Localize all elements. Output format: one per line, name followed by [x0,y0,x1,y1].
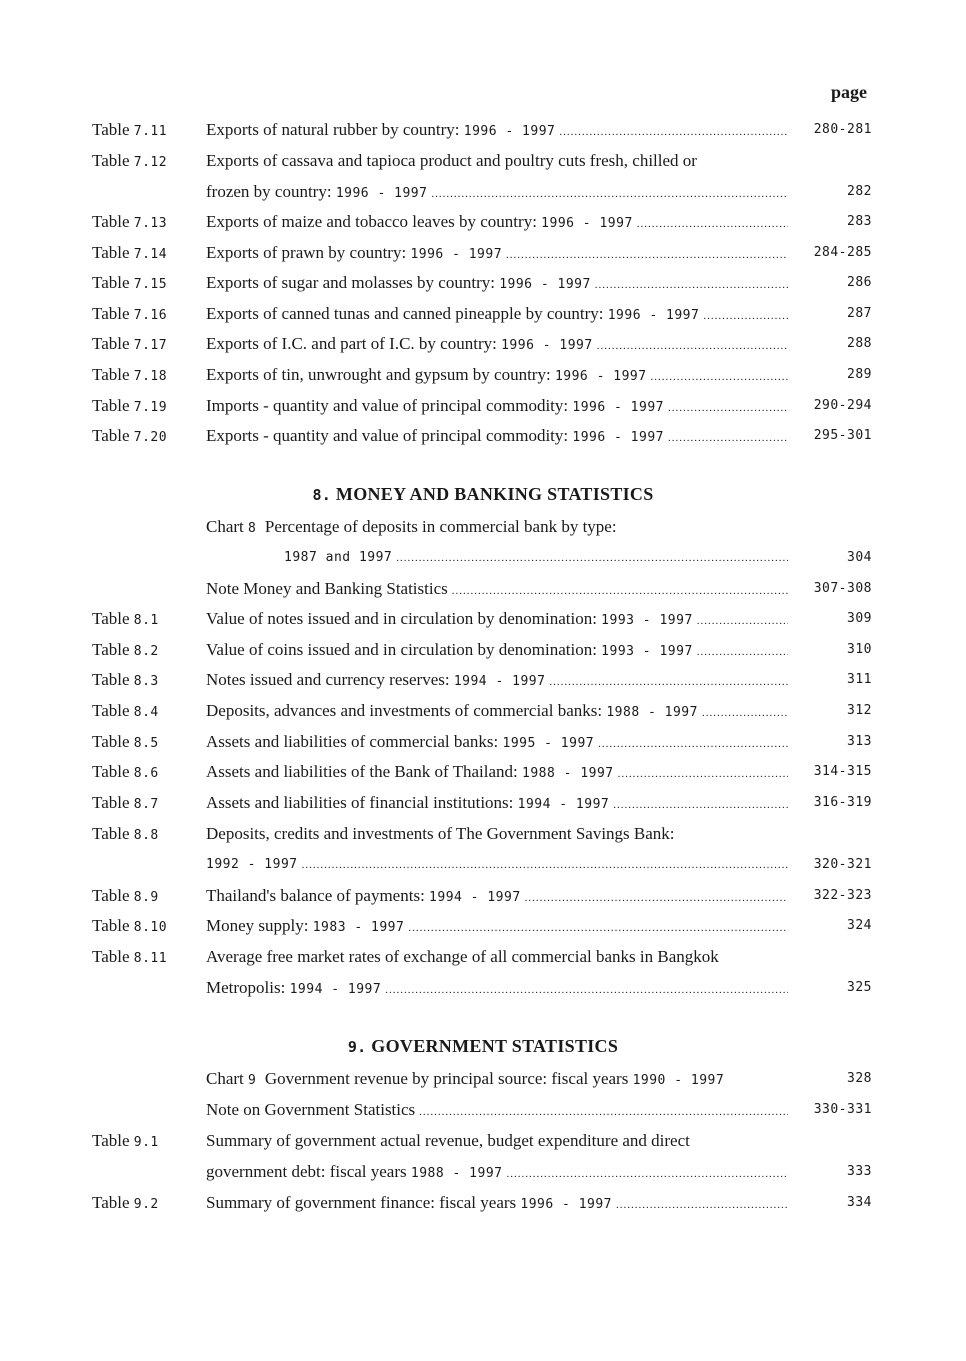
toc-entry: Table 8.10 Money supply: 1983 - 1997 ..... 324 [0,914,966,938]
entry-label: Table 7.20 [92,426,168,445]
toc-entry-continuation: Metropolis: 1994 - 1997 ..... 325 [0,976,966,1000]
toc-entry: Table 7.19 Imports - quantity and value of principal commodity: 1996 - 1997 ..... 290-294 [0,394,966,418]
toc-entry: Table 9.1 Summary of government actual revenue, budget expenditure and direct [0,1129,966,1153]
entry-label: Table 7.11 [92,120,168,139]
entry-label: Table 8.6 [92,762,159,781]
page-number: 283 [847,214,872,229]
entry-label: Table 8.11 [92,947,168,966]
page-number: 289 [847,367,872,382]
page-number: 316-319 [813,795,872,810]
entry-label: Table 8.2 [92,640,159,659]
entry-label: Table 7.18 [92,365,168,384]
toc-entry: Table 8.8 Deposits, credits and investments of The Government Savings Bank: [0,822,966,846]
toc-entry: Table 8.4 Deposits, advances and investments of commercial banks: 1988 - 1997 ..... 312 [0,699,966,723]
page-number: 334 [847,1195,872,1210]
toc-entry: Table 8.9 Thailand's balance of payments: 1994 - 1997 ..... 322-323 [0,884,966,908]
entry-label: Table 8.8 [92,824,159,843]
toc-entry: Table 7.16 Exports of canned tunas and canned pineapple by country: 1996 - 1997 ..... 287 [0,302,966,326]
page-number: 333 [847,1164,872,1179]
toc-entry-continuation: government debt: fiscal years 1988 - 1997 ..... 333 [0,1160,966,1184]
toc-entry: Chart 9 Government revenue by principal source: fiscal years 1990 - 1997 328 [0,1067,966,1091]
entry-label: Table 7.15 [92,273,168,292]
entry-label: Table 8.9 [92,886,159,905]
toc-entry: Note on Government Statistics ..... 330-331 [0,1098,966,1122]
page-number: 320-321 [813,857,872,872]
entry-label: Table 8.4 [92,701,159,720]
toc-entry-continuation: 1987 and 1997 ..... 304 [0,546,966,570]
toc-entry-continuation: frozen by country: 1996 - 1997 ..... 282 [0,180,966,204]
toc-entry: Table 7.14 Exports of prawn by country: 1996 - 1997 ..... 284-285 [0,241,966,265]
entry-label: Table 7.13 [92,212,168,231]
page-number: 307-308 [813,581,872,596]
entry-label: Table 9.2 [92,1193,159,1212]
toc-entry: Table 7.11 Exports of natural rubber by country: 1996 - 1997 ..... 280-281 [0,118,966,142]
toc-entry: Table 8.5 Assets and liabilities of commercial banks: 1995 - 1997 ..... 313 [0,730,966,754]
page-number: 288 [847,336,872,351]
entry-label: Table 7.17 [92,334,168,353]
toc-entry-continuation: 1992 - 1997 ..... 320-321 [0,853,966,877]
page-number: 311 [847,672,872,687]
page-number: 284-285 [813,245,872,260]
page-number: 330-331 [813,1102,872,1117]
page-number: 290-294 [813,398,872,413]
entry-label: Table 8.3 [92,670,159,689]
page-number: 295-301 [813,428,872,443]
entry-label: Table 7.14 [92,243,168,262]
page-number: 287 [847,306,872,321]
page-number: 310 [847,642,872,657]
entry-label: Table 8.7 [92,793,159,812]
toc-entry: Table 8.3 Notes issued and currency reserves: 1994 - 1997 ..... 311 [0,668,966,692]
toc-entry: Note Money and Banking Statistics ..... 307-308 [0,577,966,601]
entry-label: Table 8.1 [92,609,159,628]
toc-entry: Table 8.1 Value of notes issued and in circulation by denomination: 1993 - 1997 ..... 309 [0,607,966,631]
entry-label: Table 7.19 [92,396,168,415]
page-number: 309 [847,611,872,626]
page-number: 325 [847,980,872,995]
page-number: 328 [847,1071,872,1086]
toc-entry: Table 7.17 Exports of I.C. and part of I.C. by country: 1996 - 1997 ..... 288 [0,332,966,356]
page-number: 322-323 [813,888,872,903]
toc-entry: Table 8.11 Average free market rates of exchange of all commercial banks in Bangkok [0,945,966,969]
toc-entry: Table 8.2 Value of coins issued and in circulation by denomination: 1993 - 1997 ..... 310 [0,638,966,662]
page-number: 282 [847,184,872,199]
entry-label: Table 9.1 [92,1131,159,1150]
page-number: 324 [847,918,872,933]
section-heading: 9. GOVERNMENT STATISTICS [347,1036,619,1056]
entry-label: Table 7.12 [92,151,168,170]
toc-entry: Table 7.20 Exports - quantity and value of principal commodity: 1996 - 1997 ..... 295-301 [0,424,966,448]
toc-entry: Table 7.15 Exports of sugar and molasses by country: 1996 - 1997 ..... 286 [0,271,966,295]
page-number: 280-281 [813,122,872,137]
toc-entry: Table 7.12 Exports of cassava and tapioca product and poultry cuts fresh, chilled or [0,149,966,173]
entry-label: Table 8.10 [92,916,168,935]
page-column-heading: page [831,82,867,102]
toc-entry: Table 8.6 Assets and liabilities of the Bank of Thailand: 1988 - 1997 ..... 314-315 [0,760,966,784]
entry-label: Table 7.16 [92,304,168,323]
page-number: 286 [847,275,872,290]
toc-entry: Table 7.13 Exports of maize and tobacco leaves by country: 1996 - 1997 ..... 283 [0,210,966,234]
page-number: 313 [847,734,872,749]
toc-entry: Table 9.2 Summary of government finance: fiscal years 1996 - 1997 ..... 334 [0,1191,966,1215]
page-number: 304 [847,550,872,565]
toc-entry: Table 7.18 Exports of tin, unwrought and gypsum by country: 1996 - 1997 ..... 289 [0,363,966,387]
page-number: 312 [847,703,872,718]
entry-label: Table 8.5 [92,732,159,751]
toc-entry: Table 8.7 Assets and liabilities of financial institutions: 1994 - 1997 ..... 316-319 [0,791,966,815]
toc-entry: Chart 8 Percentage of deposits in commercial bank by type: [206,517,617,536]
section-heading: 8. MONEY AND BANKING STATISTICS [312,484,654,504]
page-number: 314-315 [813,764,872,779]
